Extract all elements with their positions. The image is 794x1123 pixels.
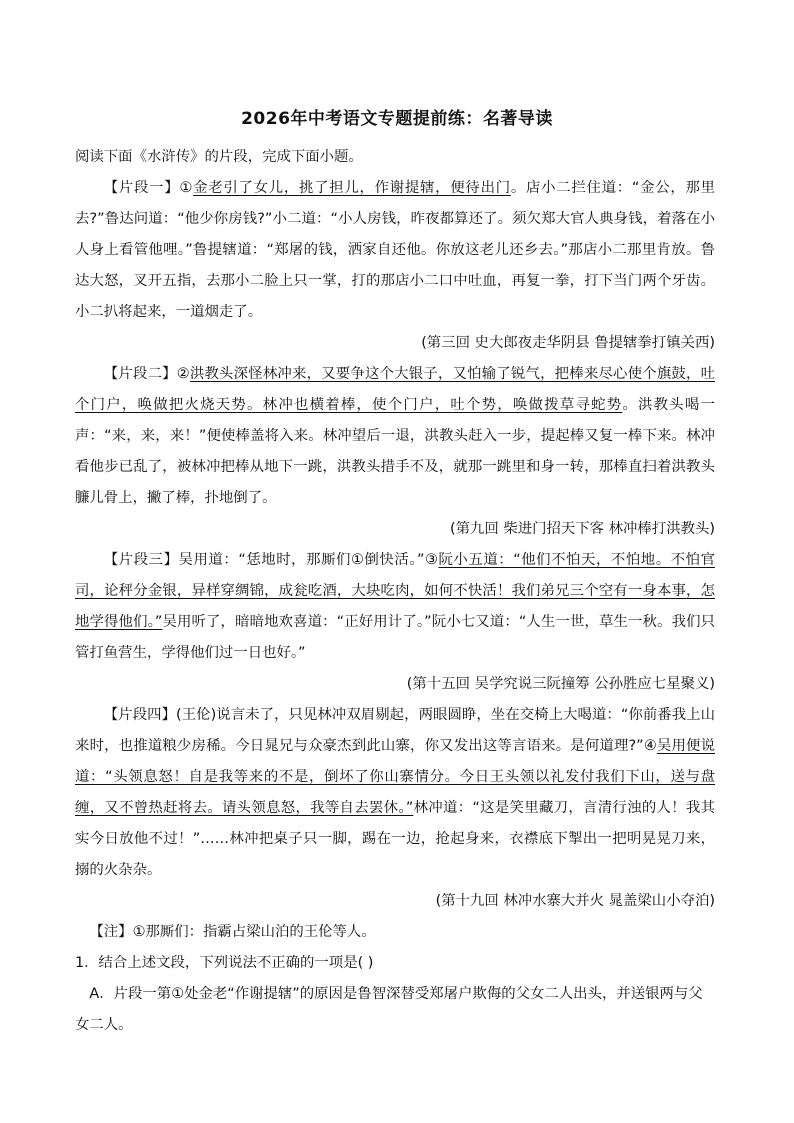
content [75,142,715,1041]
intro-text: 阅读下面《水浒传》的片段，完成下面小题。 [75,149,363,165]
passage-1-lead: 【片段一】① [103,180,194,196]
passage-4-text: 林冲道：“这是笑里藏刀，言清行浊的人！我其实今日放他不过！”……林冲把桌子只一脚，踢在一边，抢起身来，衣襟底下掣出一把明晃晃刀来，搦的火杂杂。 [75,800,715,878]
footnote: 【注】①那厮们：指霸占梁山泊的王伦等人。 [89,924,376,940]
passage-1-text: 。店小二拦住道：“金公，那里去?”鲁达问道：“他少你房钱?”小二道：“小人房钱，昨夜都算还了。须欠郑大官人典身钱，着落在小人身上看管他哩。”鲁提辖道：“郑屠的钱，洒家自还他。你放这老儿还乡去。”那店小二那里肯放。鲁达大怒，叉开五指，去那小二脸上只一掌，打的那店小二口中吐血，再复一拳，打下当门两个牙齿。小二扒将起来，一道烟走了。 [75,180,715,320]
passage-4 [75,700,715,886]
passage-2-source: (第九回 柴进门招天下客 林冲棒打洪教头) [449,521,715,537]
passage-2-underlined: 洪教头深怪林冲来，又要争这个大银子，又怕输了锐气，把棒来尽心使个旗鼓，吐个门户，唤做把火烧天势。林冲也横着棒，使个门户，吐个势，唤做拨草寻蛇势 [75,366,715,413]
question-1: 1．结合上述文段，下列说法不正确的一项是( ) [75,955,374,971]
passage-2-lead: 【片段二】② [103,366,190,382]
page-title: 2026年中考语文专题提前练：名著导读 [241,109,553,129]
passage-3-text: 吴用听了，暗暗地欢喜道：“正好用计了。”阮小七又道：“人生一世，草生一秋。我们只管打鱼营生，学得他们过一日也好。” [75,614,715,661]
passage-4-lead: 【片段四】(王伦)说言未了，只见林冲双眉剔起，两眼圆睁，坐在交椅上大喝道：“你前番我上山来时，也推道粮少房稀。今日晁兄与众豪杰到此山寨，你又发出这等言语来。是何道理?”④ [75,707,715,754]
passage-2-text: 。洪教头喝一声：“来，来，来！”便使棒盖将入来。林冲望后一退，洪教头赶入一步，提起棒又复一棒下来。林冲看他步已乱了，被林冲把棒从地下一跳，洪教头措手不及，就那一跳里和身一转，那棒直扫着洪教头臁儿骨上，撇了棒，扑地倒了。 [75,397,715,506]
passage-1 [75,173,715,328]
passage-1-source: (第三回 史大郎夜走华阴县 鲁提辖拳打镇关西) [421,335,715,351]
passage-3-underlined: 阮小五道：“他们不怕天，不怕地。不怕官司，论秤分金银，异样穿绸锦，成瓮吃酒，大块吃肉，如何不快活！我们弟兄三个空有一身本事，怎地学得他们。” [75,552,715,630]
passage-2 [75,359,715,514]
passage-4-underlined: 吴用便说道：“头领息怒！自是我等来的不是，倒坏了你山寨情分。今日王头领以礼发付我们下山，送与盘缠，又不曾热赶将去。请头领息怒，我等自去罢休。” [75,738,715,816]
option-a: A．片段一第①处金老“作谢提辖”的原因是鲁智深替受郑屠户欺侮的父女二人出头，并送银两与父女二人。 [75,986,703,1033]
passage-4-source: (第十九回 林冲水寨大并火 晁盖梁山小夺泊) [435,893,715,909]
passage-3-source: (第十五回 吴学究说三阮撞筹 公孙胜应七星聚义) [406,676,715,692]
passage-3 [75,545,715,669]
passage-1-underlined: 金老引了女儿，挑了担儿，作谢提辖，便待出门 [193,180,511,196]
passage-3-lead: 【片段三】吴用道：“恁地时，那厮们①倒快活。”③ [103,552,439,568]
